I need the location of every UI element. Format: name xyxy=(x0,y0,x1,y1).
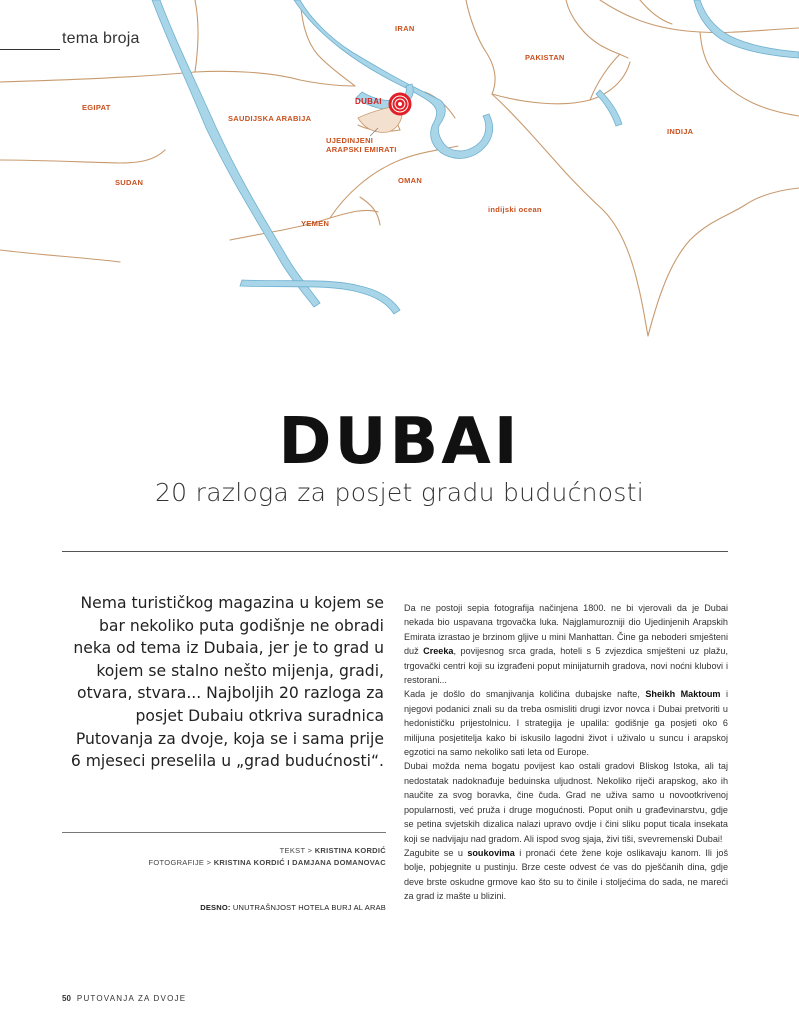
map-label-saudi-arabia: SAUDIJSKA ARABIJA xyxy=(228,114,312,123)
page-footer xyxy=(62,994,186,1003)
credits-divider xyxy=(62,832,386,833)
region-map xyxy=(0,0,799,380)
photo-caption-prefix: DESNO: xyxy=(200,903,231,912)
photo-caption-text: UNUTRAŠNJOST HOTELA BURJ AL ARAB xyxy=(230,903,386,912)
body-text: Kada je došlo do smanjivanja količina dubajske nafte, xyxy=(404,689,646,700)
body-paragraph-2 xyxy=(404,687,728,759)
body-text: , povijesnog srca grada, hoteli s 5 zvjezdica smješteni uz plažu, trgovački centri koji su izgrađeni poput minijaturnih gradova, novi noćni klubovi i restorani... xyxy=(404,646,728,686)
body-text: i pronaći ćete žene koje oslikavaju kanom. Ili još bolje, pobjegnite u pustinju. Brze ceste odvest će vas do pješčanih dina, gdje deve brste oskudne grmove kao što su to činile i stoljećima do sada, ne mareći za grad iz mašte u blizini. xyxy=(404,847,728,902)
body-emphasis-sheikh: Sheikh Maktoum xyxy=(645,689,721,700)
body-text: i njegovi podanici znali su da treba osmisliti drugi izvor novca i Dubai pretvoriti u hedonističku prijestolnicu. I strategija je upalila: godišnje ga posjeti oko 6 milijuna posjetitelja kako bi iskusilo lagodni život i uživalo u suncu i arapskoj egzotici na samo nekoliko sati leta od Europe. xyxy=(404,689,728,758)
body-paragraph-1 xyxy=(404,601,728,687)
credit-text-author: KRISTINA KORDIĆ xyxy=(314,846,386,855)
map-label-sudan: SUDAN xyxy=(115,178,144,187)
credit-photos xyxy=(149,858,386,867)
credit-text xyxy=(280,846,386,855)
map-label-indija: INDIJA xyxy=(667,127,694,136)
credit-text-label: TEKST xyxy=(279,846,306,855)
map-label-uae-line1: UJEDINJENI xyxy=(326,136,374,145)
credit-photo-label: FOTOGRAFIJE xyxy=(148,858,205,867)
credit-text-separator: > xyxy=(307,846,313,855)
body-text: Zagubite se u xyxy=(404,847,468,858)
credit-photo-authors: KRISTINA KORDIĆ I DAMJANA DOMANOVAC xyxy=(213,858,386,867)
body-text: Da ne postoji sepia fotografija načinjena 1800. ne bi vjerovali da je Dubai nekada bio uspavana trgovačka luka. Najglamurozniji dio Ujedinjenih Arapskih Emirata izrastao je brzinom gljive u mini Manhattan. Čine ga neboderi smješteni duž xyxy=(404,603,728,657)
body-paragraph-3: Dubai možda nema bogatu povijest kao ostali gradovi Bliskog Istoka, ali taj nedostatak nadoknađuje beduinska uljudnost. Nekoliko riječi arapskog, ako ih naučite za svog boravka, čine čuda. Grad ne uživa samo u novootkrivenoj popularnosti, već pruža i druge mogućnosti. Poput onih u građevinarstvu, gdje se petina svjetskih dizalica nalazi upravo ovdje i čini sliku poput ticala insekata koji se nadvijaju nad gradom. Ali ispod svog sjaja, živi tiši, svevremenski Dubai! xyxy=(404,761,728,844)
map-label-pakistan: PAKISTAN xyxy=(525,53,565,62)
article-title: DUBAI xyxy=(278,405,521,479)
map-label-dubai: DUBAI xyxy=(355,97,382,106)
map-label-uae-line2: ARAPSKI EMIRATI xyxy=(326,145,397,154)
map-label-oman: OMAN xyxy=(398,176,423,185)
section-label: tema broja xyxy=(62,30,140,47)
map-label-iran: IRAN xyxy=(395,24,415,33)
map-label-egipat: EGIPAT xyxy=(82,103,111,112)
dubai-marker-icon xyxy=(389,93,411,115)
magazine-name: PUTOVANJA ZA DVOJE xyxy=(76,994,187,1003)
article-body xyxy=(404,601,728,904)
body-paragraph-4 xyxy=(404,846,728,904)
credit-photo-separator: > xyxy=(206,858,212,867)
body-emphasis-souk: soukovima xyxy=(467,847,515,858)
map-label-indian-ocean: indijski ocean xyxy=(488,205,542,214)
article-subtitle: 20 razloga za posjet gradu budućnosti xyxy=(154,478,645,507)
title-divider xyxy=(62,551,728,552)
country-borders xyxy=(0,0,799,336)
article-intro: Nema turističkog magazina u kojem se bar nekoliko puta godišnje ne obradi neka od tema iz Dubaia, jer je to grad u kojem se stalno nešto mijenja, gradi, otvara, stvara... Najboljih 20 razloga za posjet Dubaiu otkriva suradnica Putovanja za dvoje, koja se i sama prije 6 mjeseci preselila u „grad budućnosti“. xyxy=(70,594,384,771)
map-label-yemen: YEMEN xyxy=(301,219,330,228)
page-number: 50 xyxy=(62,994,71,1003)
photo-caption xyxy=(200,903,386,912)
body-emphasis-creek: Creeka xyxy=(423,646,454,657)
